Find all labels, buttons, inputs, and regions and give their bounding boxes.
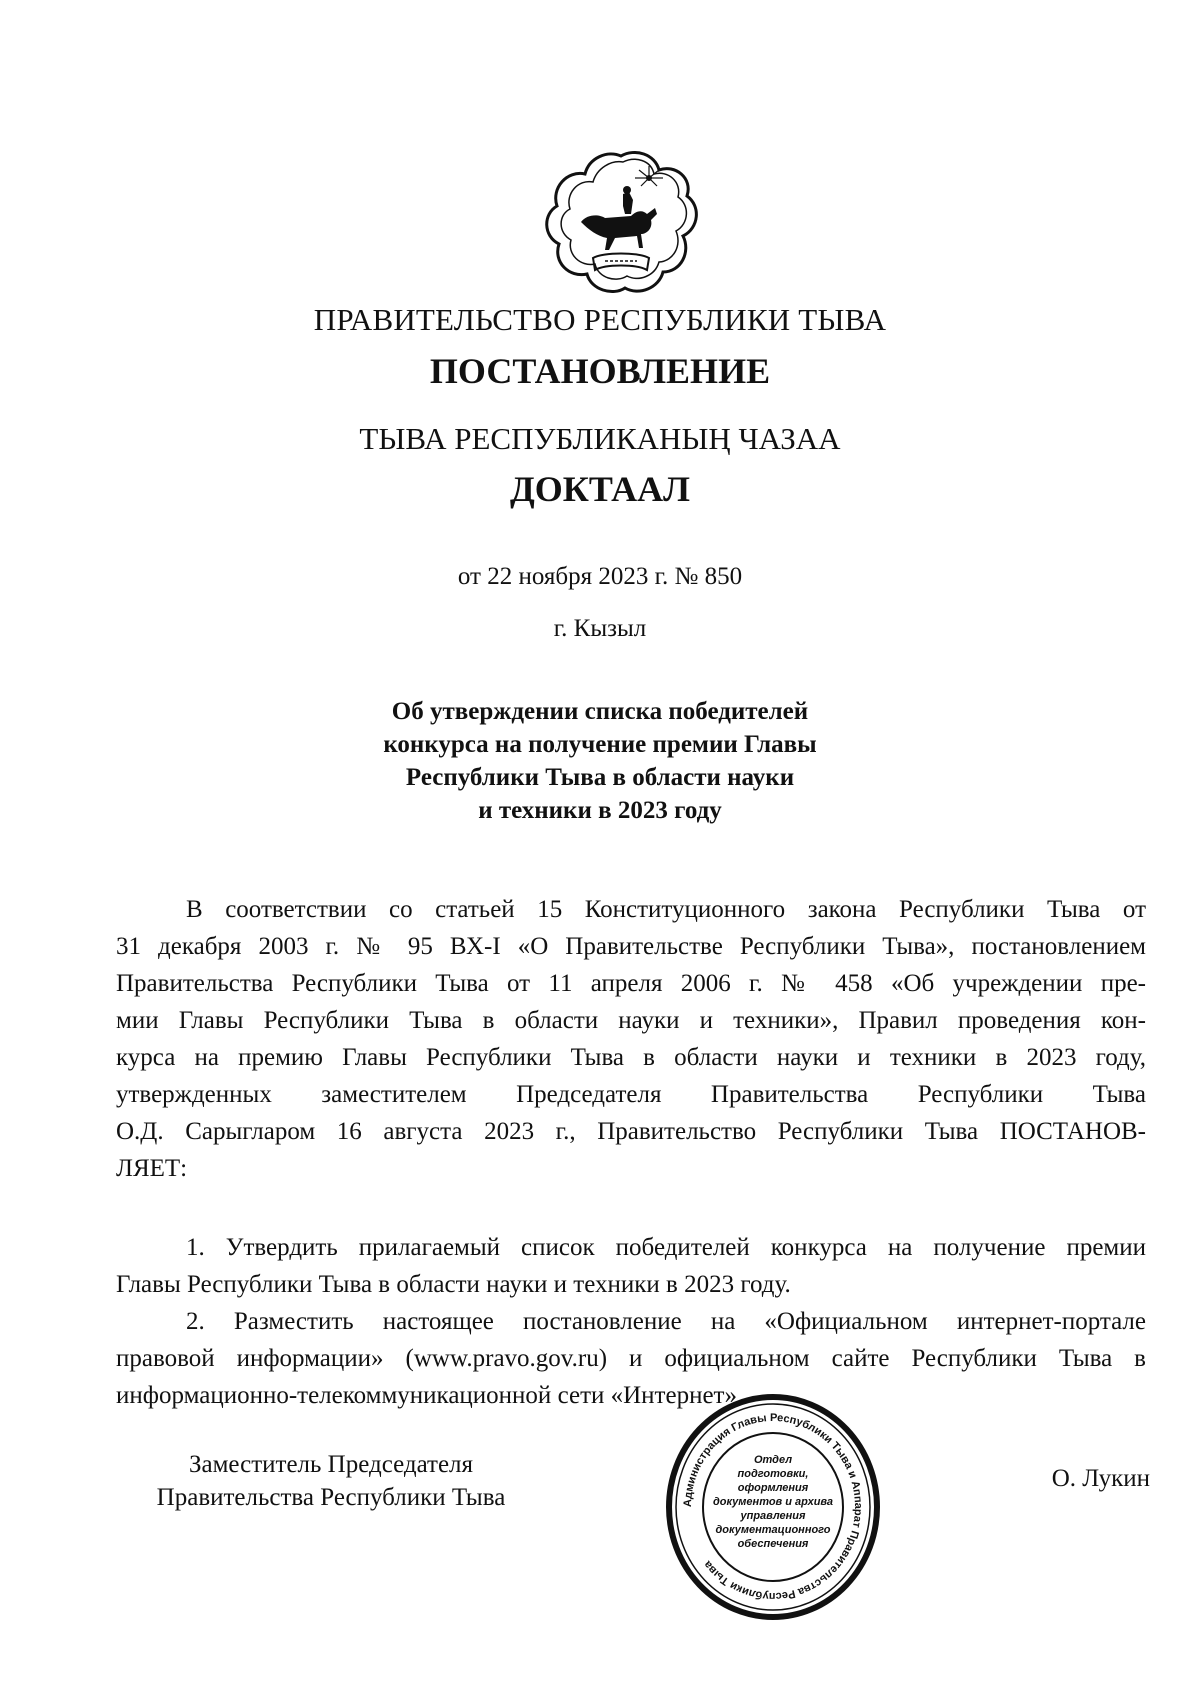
signatory-name: О. Лукин: [1051, 1465, 1150, 1492]
coat-of-arms-icon: [543, 148, 699, 296]
paragraph-line: утвержденных заместителем Председателя Правительства Республики Тыва: [116, 1081, 1146, 1108]
stamp-center-line: управления: [740, 1510, 806, 1522]
document-type-tuv: ДОКТААЛ: [510, 469, 690, 509]
stamp-center-line: подготовки,: [737, 1468, 809, 1480]
stamp-center-line: документационного: [715, 1524, 831, 1536]
paragraph-line: мии Главы Республики Тыва в области науки и техники», Правил проведения кон-: [116, 1007, 1146, 1034]
paragraph-line: Правительства Республики Тыва от 11 апреля 2006 г. № 458 «Об учреждении пре-: [116, 970, 1146, 997]
paragraph-line: ЛЯЕТ:: [116, 1155, 188, 1182]
paragraph-line: 31 декабря 2003 г. № 95 ВХ-I «О Правительстве Республики Тыва», постановлением: [116, 933, 1146, 960]
paragraph-line: О.Д. Сарыгларом 16 августа 2023 г., Правительство Республики Тыва ПОСТАНОВ-: [116, 1118, 1146, 1145]
resolution-items: [116, 1229, 1146, 1414]
preamble-paragraph: [116, 891, 1146, 1187]
item-2-line: 2. Разместить настоящее постановление на «Официальном интернет-портале: [186, 1308, 1146, 1335]
document-date-number: от 22 ноября 2023 г. № 850: [457, 563, 743, 590]
item-1-line: 1. Утвердить прилагаемый список победителей конкурса на получение премии: [186, 1234, 1146, 1261]
government-name-ru: ПРАВИТЕЛЬСТВО РЕСПУБЛИКИ ТЫВА: [313, 302, 887, 337]
document-heading: [0, 695, 1200, 827]
paragraph-line: В соответствии со статьей 15 Конституционного закона Республики Тыва от: [186, 896, 1146, 923]
government-name-tuv: ТЫВА РЕСПУБЛИКАНЫҢ ЧАЗАА: [359, 421, 841, 456]
heading-line: Республики Тыва в области науки: [405, 764, 795, 791]
signatory-position: [116, 1448, 546, 1514]
heading-line: конкурса на получение премии Главы: [383, 731, 817, 758]
official-stamp-icon: [665, 1393, 881, 1621]
stamp-ring-text: Администрация Главы Республики Тыва и Аппарат Правительства Республики Тыва: [681, 1411, 865, 1603]
stamp-center-line: Отдел: [753, 1454, 793, 1466]
heading-line: и техники в 2023 году: [478, 797, 722, 824]
item-1-line: Главы Республики Тыва в области науки и техники в 2023 году.: [116, 1271, 791, 1298]
heading-line: Об утверждении списка победителей: [391, 698, 809, 725]
signatory-position-line: Правительства Республики Тыва: [156, 1484, 506, 1511]
item-2-line: информационно-телекоммуникационной сети «Интернет».: [116, 1382, 744, 1409]
document-type-ru: ПОСТАНОВЛЕНИЕ: [429, 351, 771, 391]
item-2-line: правовой информации» (www.pravo.gov.ru) и официальном сайте Республики Тыва в: [116, 1345, 1146, 1372]
document-city: г. Кызыл: [553, 615, 647, 642]
signatory-position-line: Заместитель Председателя: [188, 1451, 474, 1478]
stamp-center-line: оформления: [737, 1482, 809, 1494]
stamp-center-line: документов и архива: [712, 1496, 834, 1508]
paragraph-line: курса на премию Главы Республики Тыва в области науки и техники в 2023 году,: [116, 1044, 1146, 1071]
stamp-center-line: обеспечения: [737, 1538, 809, 1550]
